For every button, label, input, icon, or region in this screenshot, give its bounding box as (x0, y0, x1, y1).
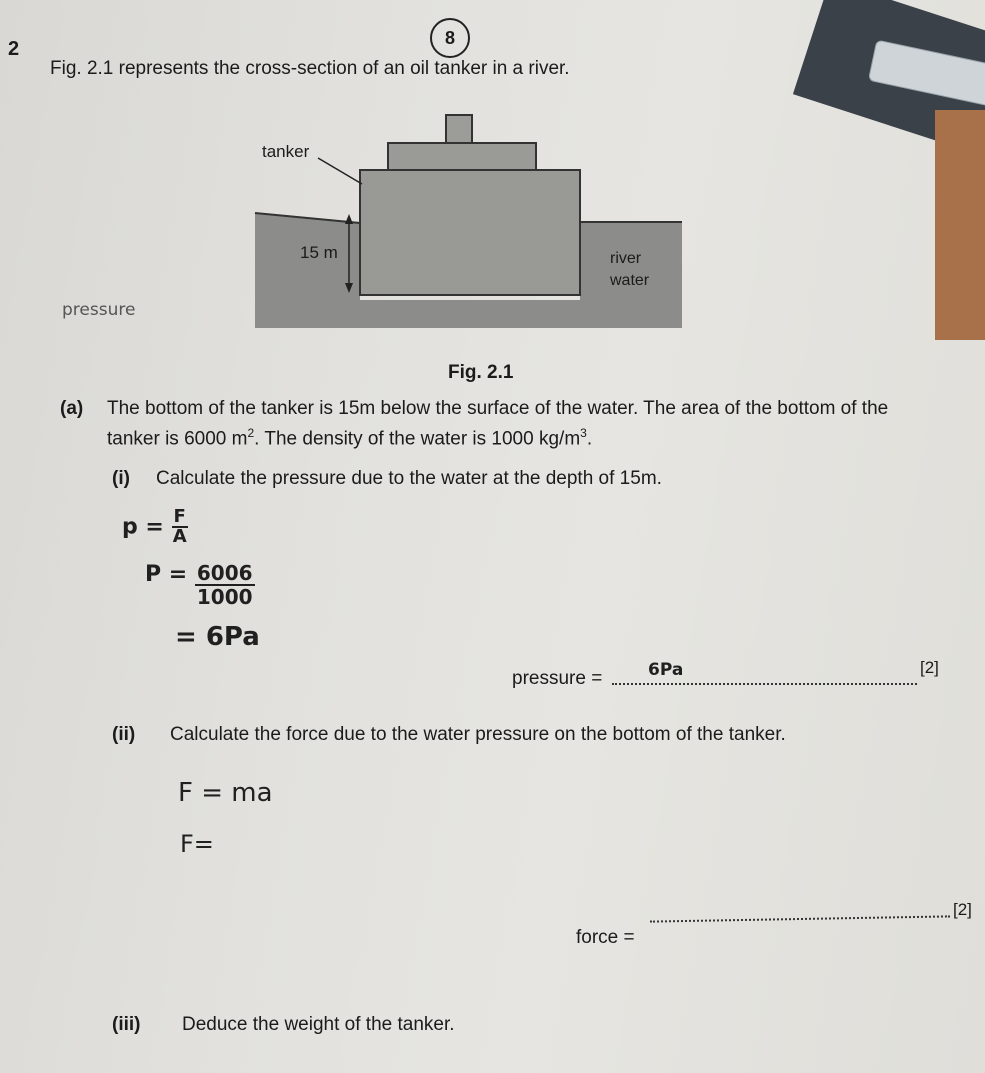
part-i-question: Calculate the pressure due to the water at the depth of 15m. (156, 468, 662, 489)
area-unit-exponent: 2 (247, 426, 255, 440)
part-iii-question: Deduce the weight of the tanker. (182, 1014, 455, 1035)
working-pfa (122, 508, 188, 546)
working-substitution-fraction (195, 562, 255, 608)
figure-caption: Fig. 2.1 (448, 362, 514, 383)
working-substitution-lhs: P = (145, 562, 188, 587)
depth-arrow-head-top (345, 214, 353, 224)
water-label: water (610, 272, 650, 289)
part-iii-label: (iii) (112, 1014, 141, 1035)
force-answer-line (650, 915, 950, 922)
working-substitution-numerator: 6006 (196, 561, 253, 585)
pressure-answer-line (612, 683, 917, 685)
working-result: = 6Pa (175, 622, 260, 652)
working-substitution (145, 562, 255, 608)
part-i-marks: [2] (920, 658, 939, 677)
working-pfa-numerator: F (173, 506, 186, 527)
tanker-hull (360, 170, 580, 295)
part-ii-label: (ii) (112, 724, 136, 745)
part-i-label: (i) (112, 468, 130, 489)
working-pfa-lhs: p = (122, 514, 164, 540)
part-a-line2-b: . The density of the water is 1000 kg/m (254, 428, 581, 450)
part-a-line2-a: tanker is 6000 m (107, 428, 248, 450)
working-f-ma: F = ma (178, 778, 273, 808)
part-ii-question: Calculate the force due to the water pressure on the bottom of the tanker. (170, 724, 786, 745)
pressure-answer: 6Pa (648, 660, 684, 680)
tanker-label-leader (318, 158, 362, 184)
page-number: 8 (430, 18, 470, 58)
force-answer-label: force = (576, 927, 635, 948)
part-a-label: (a) (60, 398, 84, 419)
question-intro: Fig. 2.1 represents the cross-section of an oil tanker in a river. (50, 58, 570, 79)
working-f: F= (180, 830, 214, 858)
working-pfa-fraction (172, 508, 188, 546)
part-a-line2-c: . (586, 428, 593, 450)
pressure-answer-label: pressure = (512, 668, 603, 689)
margin-note-pressure: pressure (62, 300, 136, 320)
working-substitution-denominator: 1000 (196, 585, 253, 609)
tanker-deck (388, 143, 536, 170)
part-a-line1: The bottom of the tanker is 15m below the surface of the water. The area of the bottom of the (107, 398, 889, 419)
question-number: 2 (8, 38, 20, 60)
part-a-line2 (107, 420, 592, 452)
depth-label: 15 m (300, 243, 338, 262)
tanker-figure (0, 0, 985, 360)
tanker-label: tanker (262, 142, 310, 161)
river-label: river (610, 250, 642, 267)
part-ii-marks: [2] (953, 900, 972, 919)
density-unit-exponent: 3 (580, 426, 587, 440)
tanker-funnel (446, 115, 472, 143)
working-pfa-denominator: A (172, 526, 187, 547)
